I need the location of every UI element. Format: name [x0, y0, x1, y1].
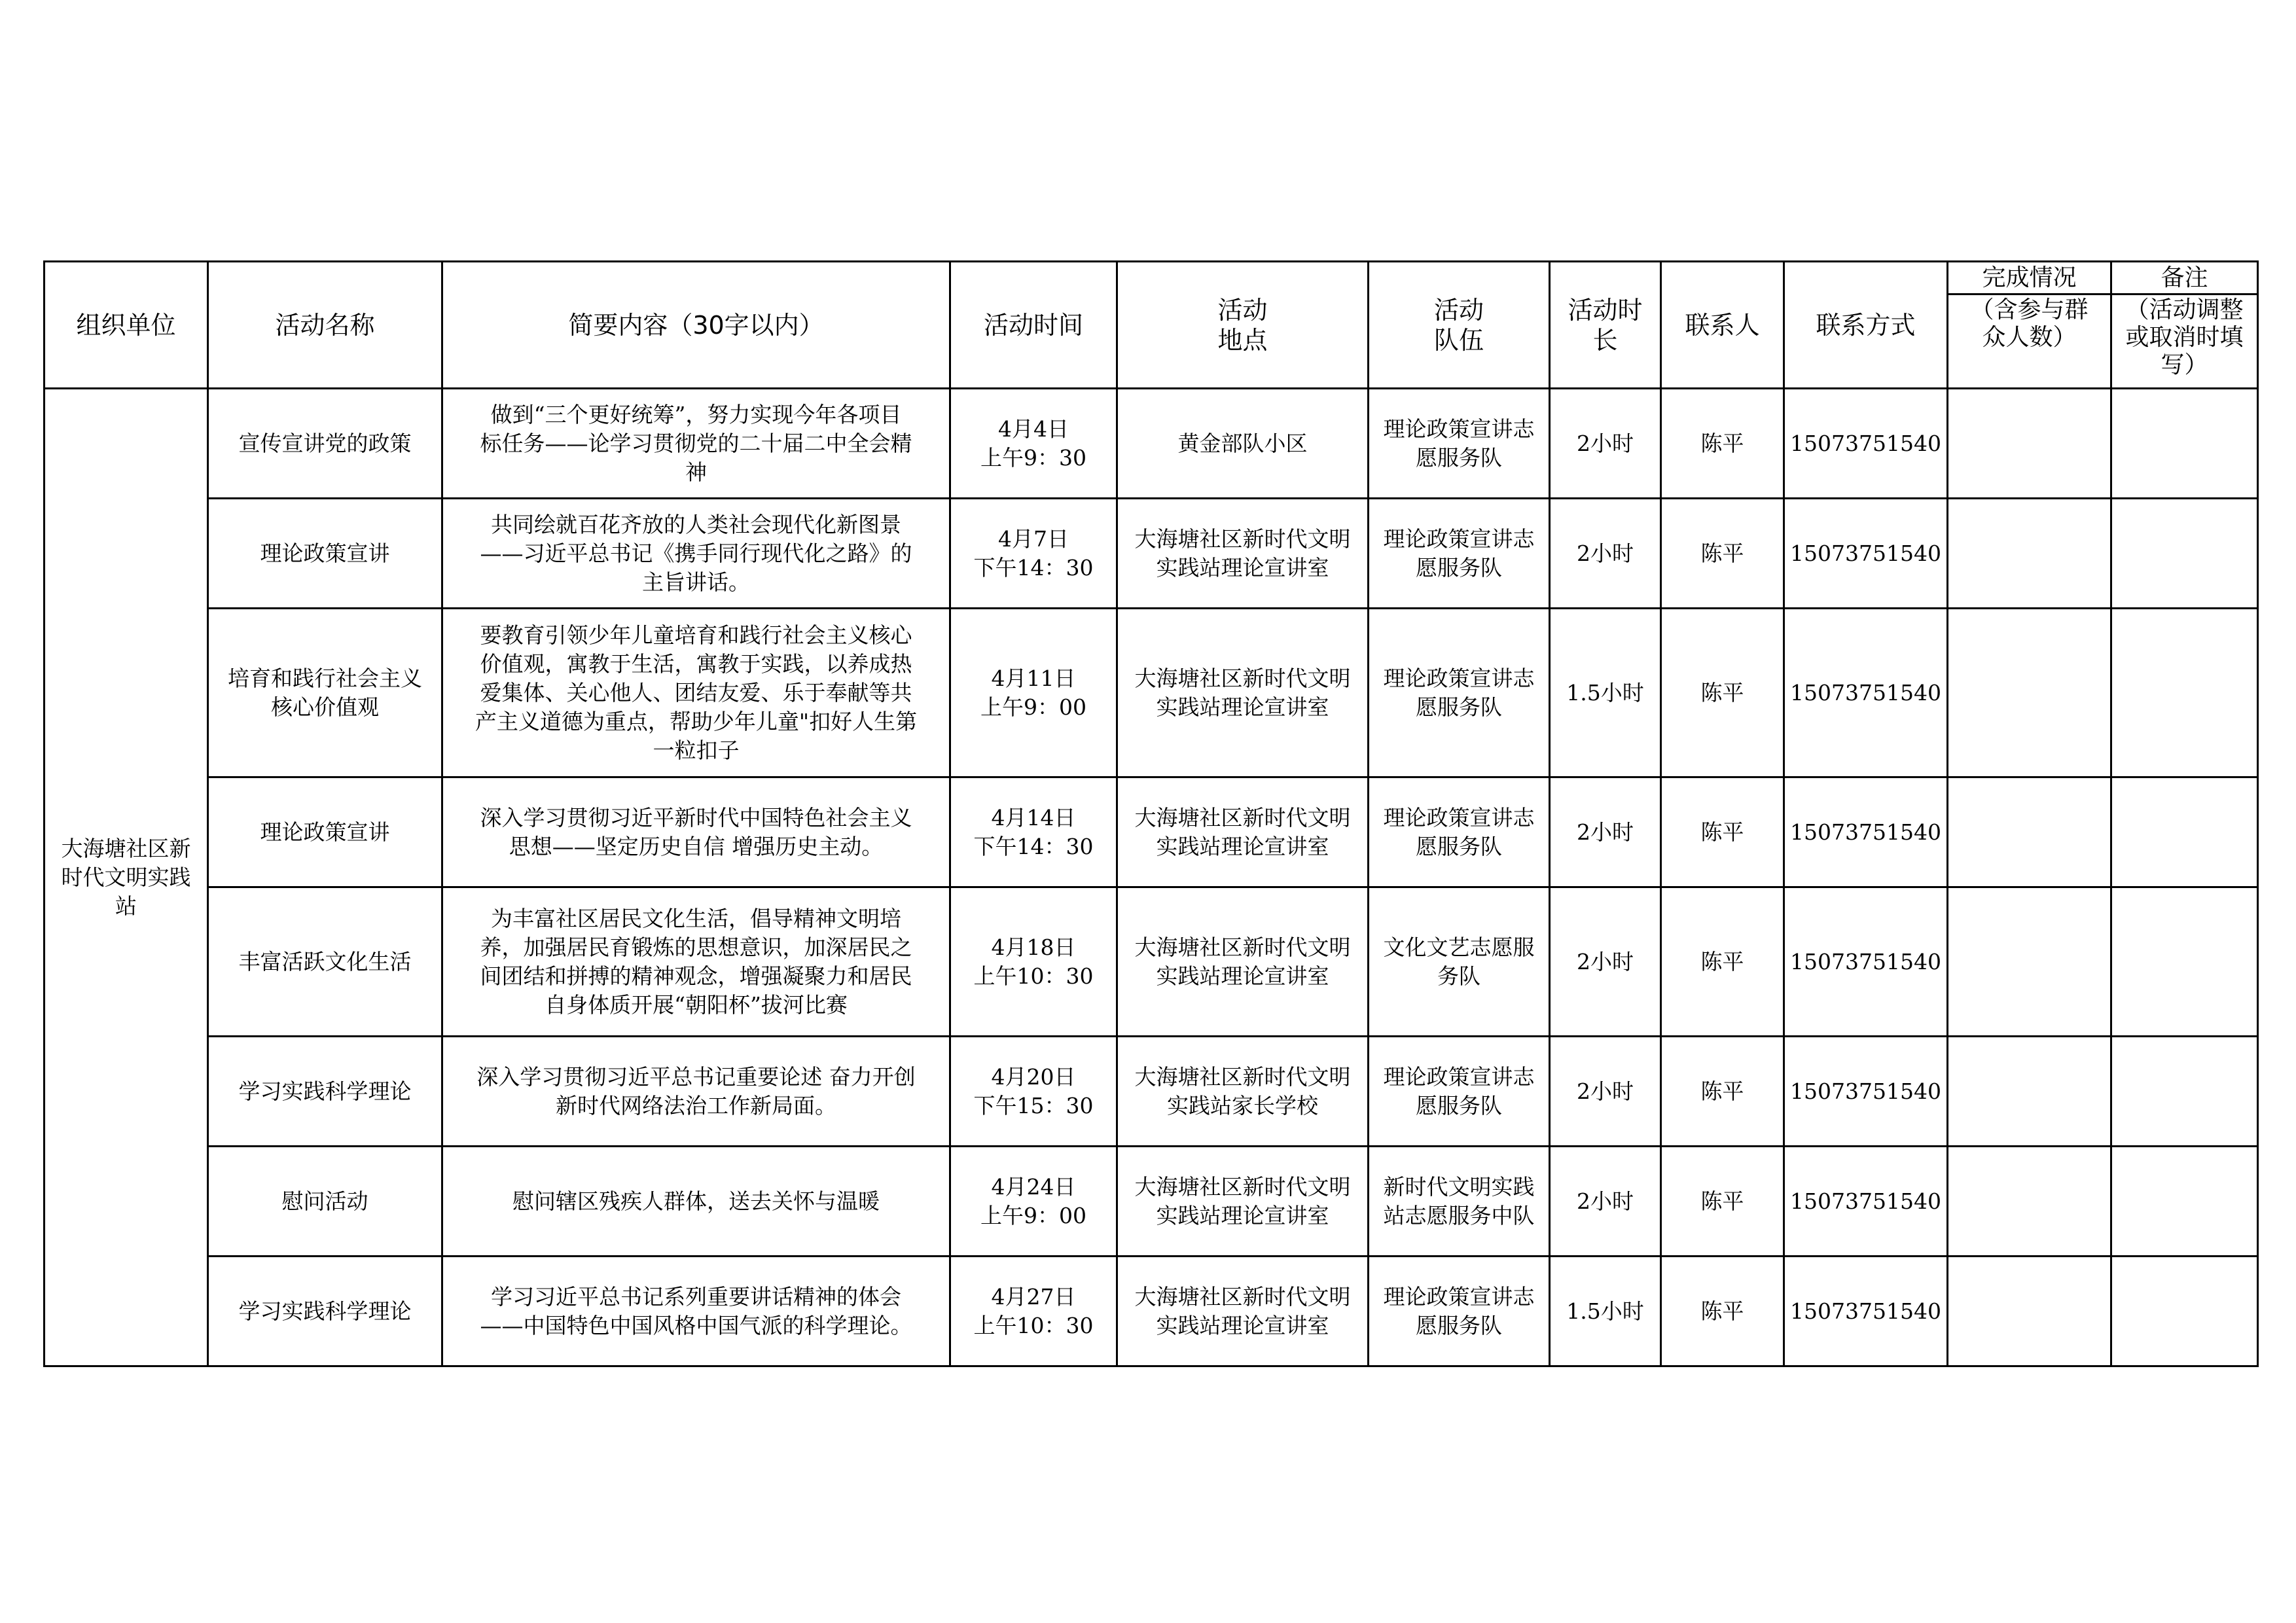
- duration-cell: [1550, 1257, 1661, 1366]
- completion-cell: [1948, 1037, 2111, 1147]
- contact-phone-cell: [1784, 389, 1948, 499]
- cell-text-line: 为丰富社区居民文化生活，倡导精神文明培: [491, 905, 901, 931]
- cell-text-line: 大海塘社区新时代文明: [1134, 1283, 1351, 1310]
- cell-text-line: 4月11日: [991, 665, 1076, 691]
- cell-text-line: 2小时: [1577, 948, 1634, 974]
- cell-text-line: 陈平: [1700, 1078, 1744, 1104]
- activity-name-cell: [208, 887, 442, 1037]
- place-cell: [1117, 777, 1369, 887]
- place-cell: [1117, 887, 1369, 1037]
- cell-text-line: 4月14日: [991, 804, 1076, 830]
- contact-phone-cell: [1784, 499, 1948, 609]
- cell-text-line: 15073751540: [1790, 430, 1941, 456]
- cell-text-line: 上午9：00: [980, 694, 1086, 720]
- cell-text-line: 大海塘社区新时代文明: [1134, 934, 1351, 960]
- cell-text-line: 新时代网络法治工作新局面。: [556, 1092, 836, 1118]
- team-cell: [1369, 389, 1550, 499]
- cell-text-line: 活动名称: [275, 310, 375, 340]
- header-completion: [1948, 262, 2111, 294]
- table-row: [45, 1257, 2258, 1366]
- cell-text-line: 慰问活动: [281, 1188, 368, 1214]
- header-org: [45, 262, 208, 389]
- contact-phone-cell: [1784, 609, 1948, 777]
- content-cell: [442, 1257, 950, 1366]
- completion-cell: [1948, 389, 2111, 499]
- cell-text-line: 愿服务队: [1416, 444, 1502, 471]
- cell-text-line: 15073751540: [1790, 1188, 1941, 1214]
- cell-text-line: 4月24日: [991, 1173, 1076, 1200]
- cell-text-line: 理论政策宣讲志: [1383, 665, 1535, 691]
- cell-text-line: 陈平: [1700, 430, 1744, 456]
- cell-text-line: 完成情况: [1982, 264, 2077, 291]
- time-cell: [950, 389, 1117, 499]
- duration-cell: [1550, 1037, 1661, 1147]
- completion-cell: [1948, 1257, 2111, 1366]
- content-cell: [442, 499, 950, 609]
- remark-cell: [2111, 389, 2258, 499]
- table-row: [45, 609, 2258, 777]
- cell-text-line: 上午10：30: [973, 963, 1094, 989]
- table-row: [45, 777, 2258, 887]
- content-cell: [442, 1037, 950, 1147]
- completion-cell: [1948, 609, 2111, 777]
- cell-text-line: 下午15：30: [973, 1092, 1094, 1118]
- remark-cell: [2111, 499, 2258, 609]
- cell-text-line: 大海塘社区新时代文明: [1134, 665, 1351, 691]
- contact-person-cell: [1661, 777, 1784, 887]
- cell-text-line: 陈平: [1700, 1298, 1744, 1324]
- contact-person-cell: [1661, 499, 1784, 609]
- cell-text-line: 大海塘社区新: [61, 835, 191, 861]
- cell-text-line: 陈平: [1700, 540, 1744, 566]
- time-cell: [950, 887, 1117, 1037]
- activity-name-cell: [208, 499, 442, 609]
- cell-text-line: 15073751540: [1790, 1078, 1941, 1104]
- cell-text-line: 实践站理论宣讲室: [1156, 554, 1329, 580]
- cell-text-line: 丰富活跃文化生活: [238, 948, 412, 974]
- team-cell: [1369, 609, 1550, 777]
- activity-schedule-table: [43, 260, 2259, 1367]
- cell-text-line: 共同绘就百花齐放的人类社会现代化新图景: [491, 511, 901, 537]
- header-row-top: [45, 262, 2258, 294]
- remark-cell: [2111, 1257, 2258, 1366]
- cell-text-line: 核心价值观: [271, 694, 379, 720]
- cell-text-line: 15073751540: [1790, 540, 1941, 566]
- contact-phone-cell: [1784, 1257, 1948, 1366]
- cell-text-line: 4月4日: [998, 416, 1069, 442]
- remark-cell: [2111, 1147, 2258, 1257]
- cell-text-line: 实践站理论宣讲室: [1156, 1202, 1329, 1228]
- cell-text-line: 活动时间: [983, 310, 1083, 340]
- cell-text-line: （含参与群: [1970, 296, 2089, 323]
- cell-text-line: 养，加强居民育锻炼的思想意识，加深居民之: [480, 934, 912, 960]
- team-cell: [1369, 1257, 1550, 1366]
- time-cell: [950, 1147, 1117, 1257]
- cell-text-line: 深入学习贯彻习近平总书记重要论述 奋力开创: [476, 1063, 916, 1090]
- time-cell: [950, 609, 1117, 777]
- activity-name-cell: [208, 609, 442, 777]
- cell-text-line: 2小时: [1577, 1188, 1634, 1214]
- contact-person-cell: [1661, 1147, 1784, 1257]
- header-completion-sub: [1948, 294, 2111, 389]
- cell-text-line: 15073751540: [1790, 1298, 1941, 1324]
- duration-cell: [1550, 887, 1661, 1037]
- cell-text-line: ——中国特色中国风格中国气派的科学理论。: [480, 1312, 912, 1338]
- place-cell: [1117, 609, 1369, 777]
- place-cell: [1117, 389, 1369, 499]
- header-content: [442, 262, 950, 389]
- header-remark: [2111, 262, 2258, 294]
- cell-text-line: 务队: [1437, 963, 1480, 989]
- contact-phone-cell: [1784, 1037, 1948, 1147]
- cell-text-line: 2小时: [1577, 1078, 1634, 1104]
- cell-text-line: 黄金部队小区: [1177, 430, 1308, 456]
- completion-cell: [1948, 499, 2111, 609]
- cell-text-line: 联系人: [1685, 310, 1760, 340]
- header-place: [1117, 262, 1369, 389]
- table-row: [45, 499, 2258, 609]
- cell-text-line: 学习实践科学理论: [238, 1078, 412, 1104]
- cell-text-line: 大海塘社区新时代文明: [1134, 1063, 1351, 1090]
- cell-text-line: 理论政策宣讲: [260, 540, 390, 566]
- cell-text-line: 陈平: [1700, 948, 1744, 974]
- activity-name-cell: [208, 389, 442, 499]
- cell-text-line: 陈平: [1700, 819, 1744, 845]
- cell-text-line: 理论政策宣讲志: [1383, 1283, 1535, 1310]
- header-contact-method: [1784, 262, 1948, 389]
- contact-person-cell: [1661, 609, 1784, 777]
- content-cell: [442, 887, 950, 1037]
- header-duration: [1550, 262, 1661, 389]
- remark-cell: [2111, 777, 2258, 887]
- contact-phone-cell: [1784, 887, 1948, 1037]
- contact-phone-cell: [1784, 777, 1948, 887]
- contact-person-cell: [1661, 389, 1784, 499]
- duration-cell: [1550, 777, 1661, 887]
- cell-text-line: 2小时: [1577, 819, 1634, 845]
- header-activity-name: [208, 262, 442, 389]
- cell-text-line: 站志愿服务中队: [1383, 1202, 1535, 1228]
- cell-text-line: 学习实践科学理论: [238, 1298, 412, 1324]
- cell-text-line: 4月18日: [991, 934, 1076, 960]
- header-remark-sub: [2111, 294, 2258, 389]
- cell-text-line: 理论政策宣讲志: [1383, 416, 1535, 442]
- activity-name-cell: [208, 777, 442, 887]
- cell-text-line: 上午10：30: [973, 1312, 1094, 1338]
- cell-text-line: 做到“三个更好统筹”，努力实现今年各项目: [490, 401, 902, 427]
- cell-text-line: 上午9：00: [980, 1202, 1086, 1228]
- cell-text-line: 4月27日: [991, 1283, 1076, 1310]
- team-cell: [1369, 499, 1550, 609]
- cell-text-line: 大海塘社区新时代文明: [1134, 526, 1351, 552]
- cell-text-line: 活动: [1433, 295, 1484, 325]
- cell-text-line: 自身体质开展“朝阳杯”拔河比赛: [545, 991, 848, 1018]
- contact-person-cell: [1661, 1037, 1784, 1147]
- cell-text-line: 众人数）: [1982, 324, 2077, 351]
- cell-text-line: 宣传宣讲党的政策: [238, 430, 412, 456]
- cell-text-line: 写）: [2161, 351, 2208, 378]
- cell-text-line: 大海塘社区新时代文明: [1134, 1173, 1351, 1200]
- place-cell: [1117, 1037, 1369, 1147]
- duration-cell: [1550, 389, 1661, 499]
- cell-text-line: 愿服务队: [1416, 694, 1502, 720]
- cell-text-line: 15073751540: [1790, 819, 1941, 845]
- cell-text-line: 下午14：30: [973, 554, 1094, 580]
- team-cell: [1369, 1037, 1550, 1147]
- cell-text-line: 新时代文明实践: [1383, 1173, 1535, 1200]
- activity-name-cell: [208, 1257, 442, 1366]
- table-row: [45, 389, 2258, 499]
- cell-text-line: 简要内容（30字以内）: [568, 310, 824, 340]
- cell-text-line: 理论政策宣讲: [260, 819, 390, 845]
- content-cell: [442, 777, 950, 887]
- cell-text-line: 活动时: [1568, 295, 1643, 325]
- cell-text-line: 主旨讲话。: [642, 569, 750, 595]
- header-time: [950, 262, 1117, 389]
- remark-cell: [2111, 609, 2258, 777]
- activity-name-cell: [208, 1147, 442, 1257]
- duration-cell: [1550, 499, 1661, 609]
- cell-text-line: 实践站理论宣讲室: [1156, 1312, 1329, 1338]
- remark-cell: [2111, 1037, 2258, 1147]
- remark-cell: [2111, 887, 2258, 1037]
- cell-text-line: 4月7日: [998, 526, 1069, 552]
- cell-text-line: 联系方式: [1816, 310, 1916, 340]
- cell-text-line: 活动: [1217, 295, 1268, 325]
- table-row: [45, 1147, 2258, 1257]
- contact-phone-cell: [1784, 1147, 1948, 1257]
- place-cell: [1117, 1257, 1369, 1366]
- cell-text-line: 15073751540: [1790, 679, 1941, 705]
- team-cell: [1369, 887, 1550, 1037]
- header-team: [1369, 262, 1550, 389]
- cell-text-line: 时代文明实践: [61, 864, 191, 890]
- completion-cell: [1948, 1147, 2111, 1257]
- time-cell: [950, 1257, 1117, 1366]
- cell-text-line: 愿服务队: [1416, 833, 1502, 859]
- cell-text-line: 陈平: [1700, 1188, 1744, 1214]
- table-row: [45, 1037, 2258, 1147]
- table-row: [45, 887, 2258, 1037]
- header-contact-person: [1661, 262, 1784, 389]
- activity-name-cell: [208, 1037, 442, 1147]
- cell-text-line: 思想——坚定历史自信 增强历史主动。: [509, 833, 884, 859]
- cell-text-line: 理论政策宣讲志: [1383, 526, 1535, 552]
- cell-text-line: 实践站理论宣讲室: [1156, 833, 1329, 859]
- cell-text-line: 下午14：30: [973, 833, 1094, 859]
- cell-text-line: 4月20日: [991, 1063, 1076, 1090]
- cell-text-line: （活动调整: [2125, 296, 2244, 323]
- cell-text-line: 慰问辖区残疾人群体，送去关怀与温暖: [512, 1188, 880, 1214]
- cell-text-line: 深入学习贯彻习近平新时代中国特色社会主义: [480, 804, 912, 830]
- cell-text-line: 陈平: [1700, 679, 1744, 705]
- team-cell: [1369, 777, 1550, 887]
- cell-text-line: 2小时: [1577, 430, 1634, 456]
- cell-text-line: 实践站理论宣讲室: [1156, 963, 1329, 989]
- cell-text-line: 学习习近平总书记系列重要讲话精神的体会: [491, 1283, 901, 1310]
- cell-text-line: 价值观，寓教于生活，寓教于实践，以养成热: [480, 651, 912, 677]
- cell-text-line: 理论政策宣讲志: [1383, 1063, 1535, 1090]
- cell-text-line: 文化文艺志愿服: [1383, 934, 1535, 960]
- cell-text-line: 愿服务队: [1416, 1092, 1502, 1118]
- cell-text-line: 1.5小时: [1566, 1298, 1644, 1324]
- team-cell: [1369, 1147, 1550, 1257]
- cell-text-line: 实践站理论宣讲室: [1156, 694, 1329, 720]
- duration-cell: [1550, 1147, 1661, 1257]
- cell-text-line: 上午9：30: [980, 444, 1086, 471]
- cell-text-line: 标任务——论学习贯彻党的二十届二中全会精: [480, 430, 912, 456]
- cell-text-line: 或取消时填: [2125, 324, 2244, 351]
- cell-text-line: 站: [115, 893, 137, 919]
- duration-cell: [1550, 609, 1661, 777]
- cell-text-line: 培育和践行社会主义: [228, 665, 422, 691]
- cell-text-line: 愿服务队: [1416, 554, 1502, 580]
- cell-text-line: 15073751540: [1790, 948, 1941, 974]
- cell-text-line: 神: [685, 459, 707, 485]
- cell-text-line: 愿服务队: [1416, 1312, 1502, 1338]
- cell-text-line: 备注: [2161, 264, 2208, 291]
- time-cell: [950, 1037, 1117, 1147]
- cell-text-line: ——习近平总书记《携手同行现代化之路》的: [480, 540, 912, 566]
- cell-text-line: 实践站家长学校: [1167, 1092, 1318, 1118]
- cell-text-line: 大海塘社区新时代文明: [1134, 804, 1351, 830]
- cell-text-line: 1.5小时: [1566, 679, 1644, 705]
- content-cell: [442, 609, 950, 777]
- content-cell: [442, 389, 950, 499]
- cell-text-line: 队伍: [1433, 325, 1484, 355]
- contact-person-cell: [1661, 1257, 1784, 1366]
- cell-text-line: 产主义道德为重点，帮助少年儿童"扣好人生第: [475, 708, 918, 734]
- completion-cell: [1948, 887, 2111, 1037]
- cell-text-line: 要教育引领少年儿童培育和践行社会主义核心: [480, 622, 912, 648]
- cell-text-line: 地点: [1217, 325, 1268, 355]
- time-cell: [950, 499, 1117, 609]
- time-cell: [950, 777, 1117, 887]
- organization-cell: [45, 389, 208, 1366]
- cell-text-line: 间团结和拼搏的精神观念，增强凝聚力和居民: [480, 963, 912, 989]
- cell-text-line: 一粒扣子: [653, 737, 740, 763]
- cell-text-line: 组织单位: [76, 310, 176, 340]
- completion-cell: [1948, 777, 2111, 887]
- cell-text-line: 2小时: [1577, 540, 1634, 566]
- cell-text-line: 理论政策宣讲志: [1383, 804, 1535, 830]
- content-cell: [442, 1147, 950, 1257]
- cell-text-line: 长: [1592, 325, 1618, 355]
- cell-text-line: 爱集体、关心他人、团结友爱、乐于奉献等共: [480, 679, 912, 705]
- place-cell: [1117, 1147, 1369, 1257]
- place-cell: [1117, 499, 1369, 609]
- contact-person-cell: [1661, 887, 1784, 1037]
